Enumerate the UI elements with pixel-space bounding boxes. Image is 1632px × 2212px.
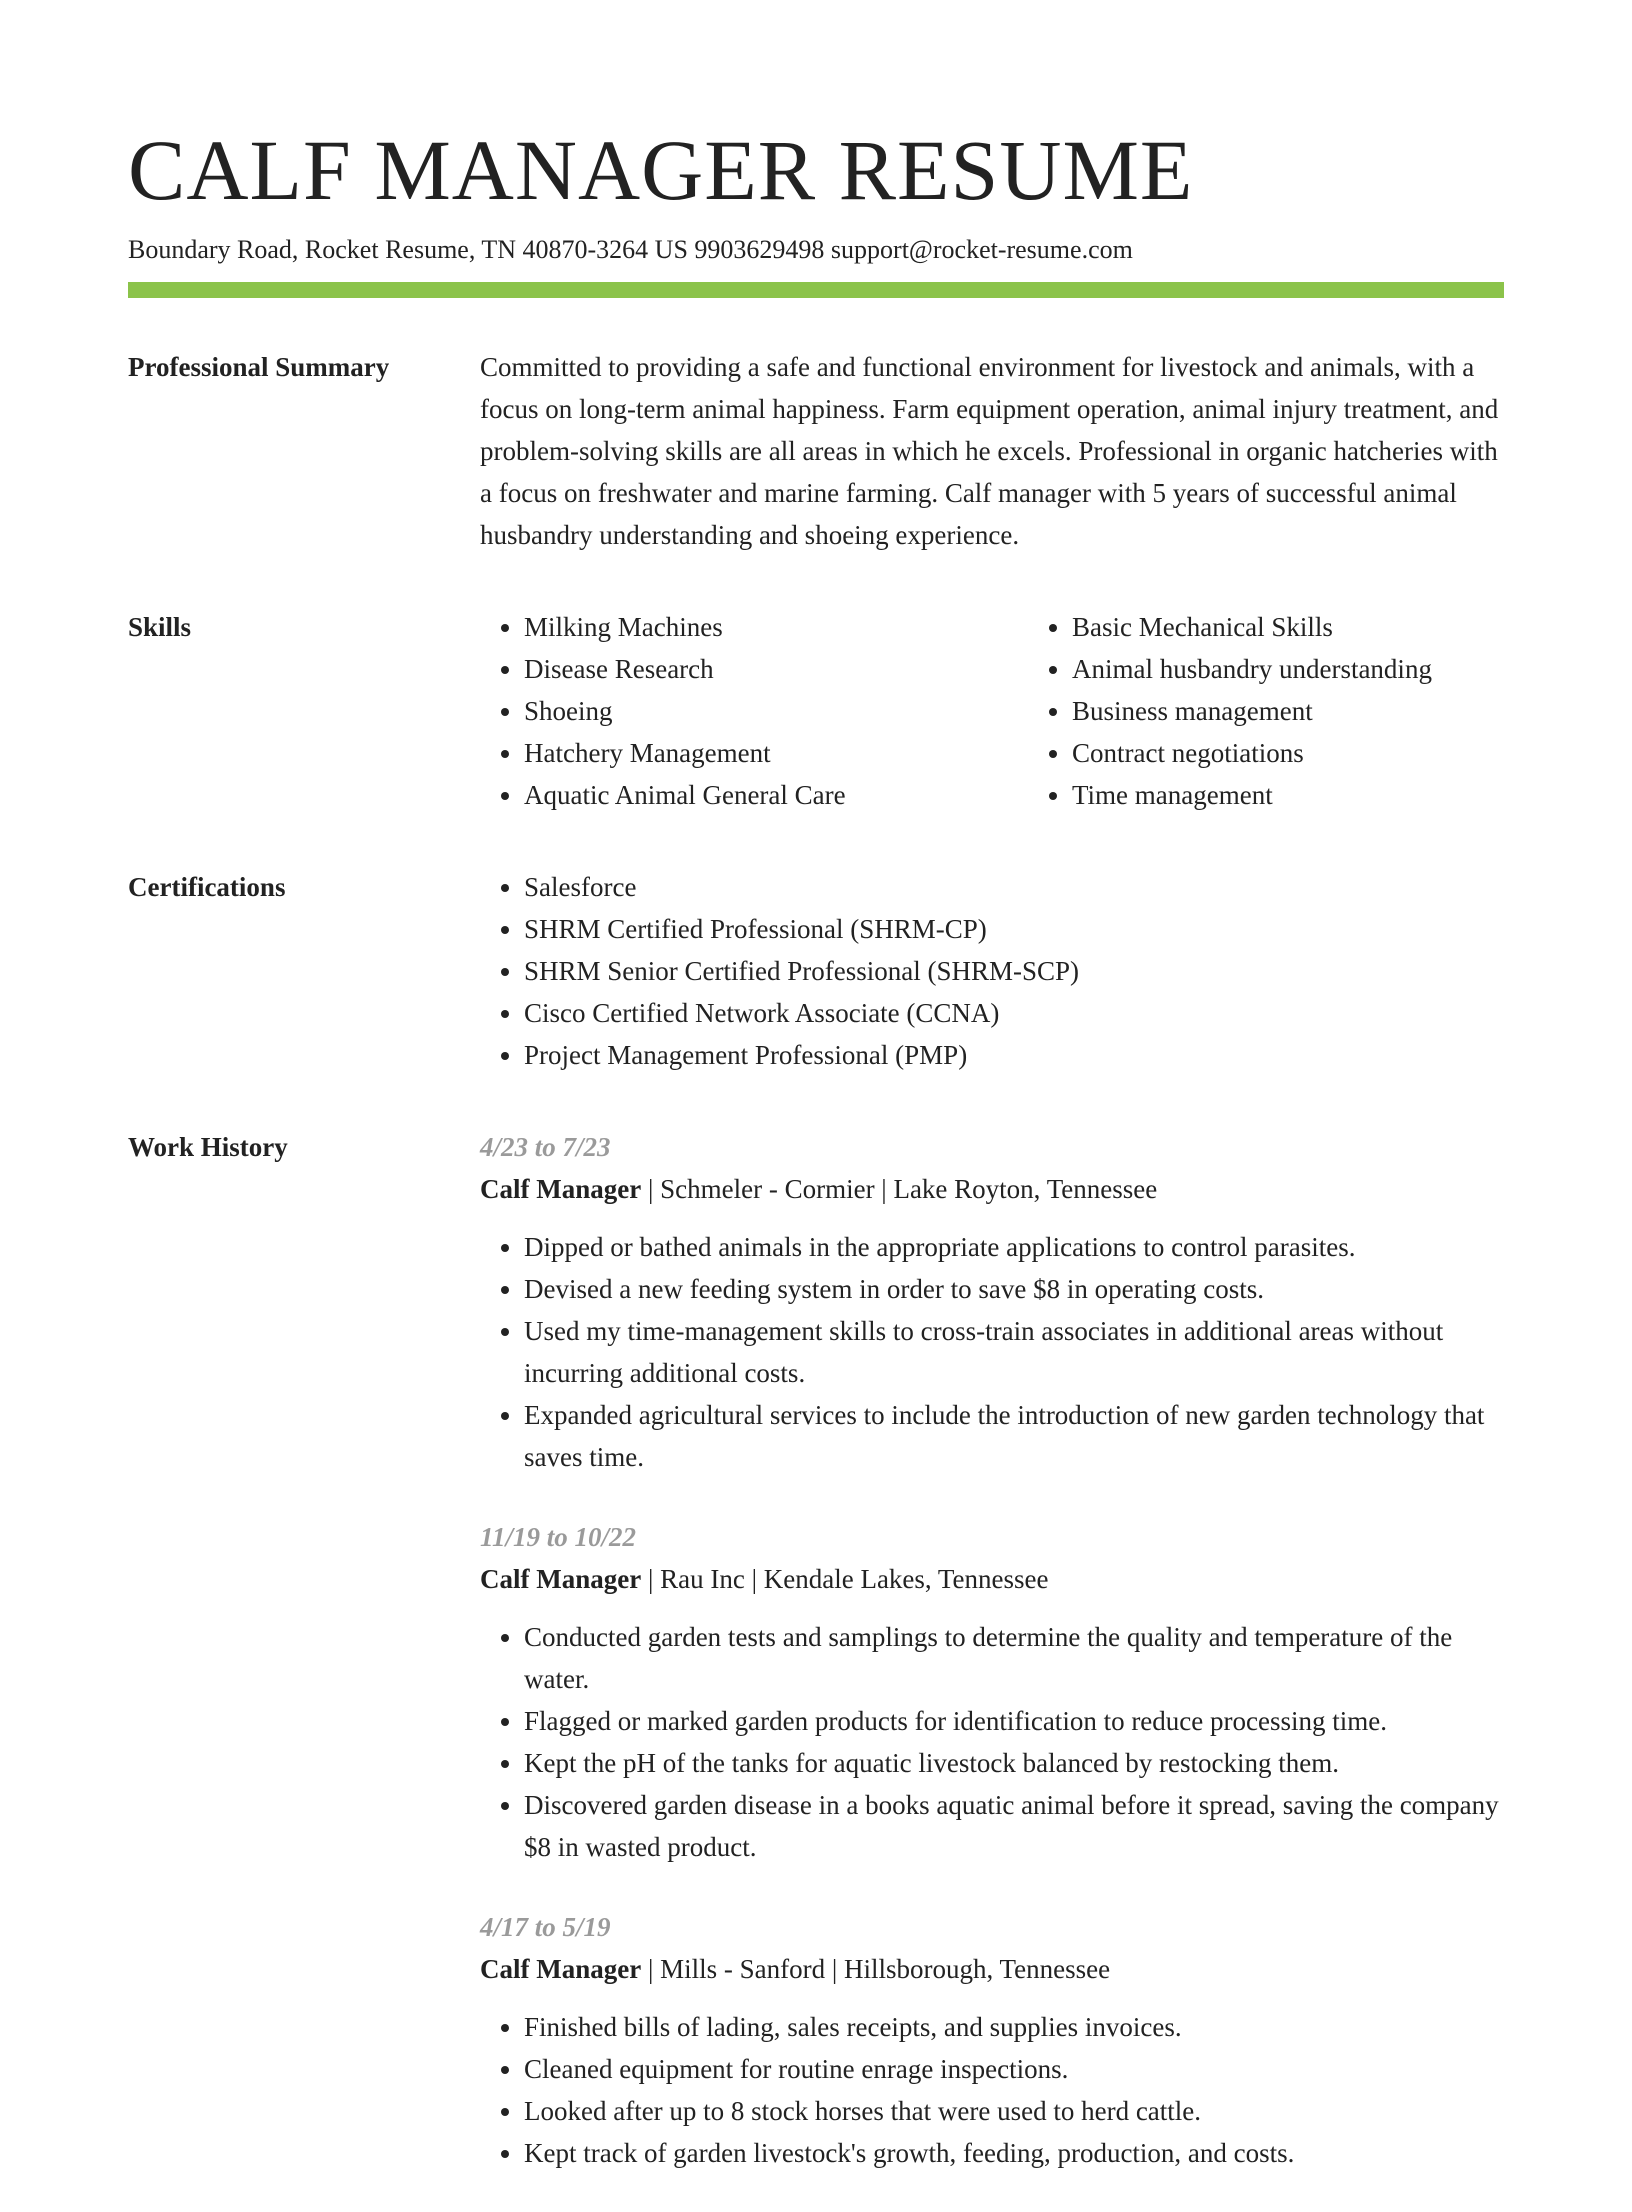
job-bullet: • Looked after up to 8 stock horses that were used to herd cattle. bbox=[524, 2090, 1504, 2132]
job-bullets bbox=[480, 1226, 1504, 1478]
certifications-label: Certifications bbox=[128, 872, 286, 902]
job-heading bbox=[480, 1558, 1504, 1600]
job-entry bbox=[480, 1126, 1504, 1478]
job-entry bbox=[480, 1516, 1504, 1868]
skill-item: • Animal husbandry understanding bbox=[1072, 648, 1576, 690]
certification-item: • SHRM Senior Certified Professional (SHRM-SCP) bbox=[524, 950, 1504, 992]
contact-line bbox=[128, 232, 1504, 268]
skill-item: • Shoeing bbox=[524, 690, 1028, 732]
job-bullet: • Flagged or marked garden products for identification to reduce processing time. bbox=[524, 1700, 1504, 1742]
skill-item: • Aquatic Animal General Care bbox=[524, 774, 1028, 816]
skill-item: • Time management bbox=[1072, 774, 1576, 816]
job-bullet: • Conducted garden tests and samplings to determine the quality and temperature of the water. bbox=[524, 1616, 1504, 1700]
certification-item: • Cisco Certified Network Associate (CCNA) bbox=[524, 992, 1504, 1034]
job-dates: 4/23 to 7/23 bbox=[480, 1132, 611, 1162]
job-details: | Mills - Sanford | Hillsborough, Tennessee bbox=[641, 1954, 1111, 1984]
resume-title: CALF MANAGER RESUME bbox=[128, 122, 1194, 218]
job-bullet: • Expanded agricultural services to include the introduction of new garden technology that saves time. bbox=[524, 1394, 1504, 1478]
work-history-section bbox=[128, 1126, 1504, 2212]
job-details: | Rau Inc | Kendale Lakes, Tennessee bbox=[641, 1564, 1049, 1594]
certification-item: • Project Management Professional (PMP) bbox=[524, 1034, 1504, 1076]
skills-list-left bbox=[480, 606, 1028, 816]
job-bullet: • Kept track of garden livestock's growth, feeding, production, and costs. bbox=[524, 2132, 1504, 2174]
contact-address: Boundary Road, Rocket Resume, TN 40870-3264 US bbox=[128, 235, 688, 264]
job-bullet: • Kept the pH of the tanks for aquatic livestock balanced by restocking them. bbox=[524, 1742, 1504, 1784]
job-details: | Schmeler - Cormier | Lake Royton, Tennessee bbox=[641, 1174, 1158, 1204]
job-bullet: • Discovered garden disease in a books aquatic animal before it spread, saving the company $8 in wasted product. bbox=[524, 1784, 1504, 1868]
job-heading bbox=[480, 1168, 1504, 1210]
skills-section bbox=[128, 606, 1504, 816]
job-bullet: • Finished bills of lading, sales receipts, and supplies invoices. bbox=[524, 2006, 1504, 2048]
header-divider bbox=[128, 282, 1504, 298]
job-title: Calf Manager bbox=[480, 1174, 642, 1204]
resume-page bbox=[128, 120, 1504, 2212]
summary-section bbox=[128, 346, 1504, 556]
job-bullet: • Devised a new feeding system in order to save $8 in operating costs. bbox=[524, 1268, 1504, 1310]
skill-item: • Business management bbox=[1072, 690, 1576, 732]
skill-item: • Disease Research bbox=[524, 648, 1028, 690]
job-entry bbox=[480, 1906, 1504, 2174]
job-bullet: • Cleaned equipment for routine enrage inspections. bbox=[524, 2048, 1504, 2090]
skill-item: • Hatchery Management bbox=[524, 732, 1028, 774]
contact-email: support@rocket-resume.com bbox=[830, 235, 1133, 264]
certifications-section bbox=[128, 866, 1504, 1076]
contact-phone: 9903629498 bbox=[694, 235, 825, 264]
job-bullets bbox=[480, 1616, 1504, 1868]
certification-item: • Salesforce bbox=[524, 866, 1504, 908]
job-dates: 11/19 to 10/22 bbox=[480, 1522, 637, 1552]
skill-item: • Milking Machines bbox=[524, 606, 1028, 648]
certifications-list bbox=[480, 866, 1504, 1076]
certification-item: • SHRM Certified Professional (SHRM-CP) bbox=[524, 908, 1504, 950]
job-heading bbox=[480, 1948, 1504, 1990]
job-bullet: • Used my time-management skills to cross-train associates in additional areas without incurring additional costs. bbox=[524, 1310, 1504, 1394]
skills-label: Skills bbox=[128, 612, 192, 642]
skill-item: • Contract negotiations bbox=[1072, 732, 1576, 774]
job-bullet: • Dipped or bathed animals in the appropriate applications to control parasites. bbox=[524, 1226, 1504, 1268]
skill-item: • Basic Mechanical Skills bbox=[1072, 606, 1576, 648]
skills-list-right bbox=[1028, 606, 1576, 816]
summary-text: Committed to providing a safe and functional environment for livestock and animals, with a focus on long-term animal happiness. Farm equipment operation, animal injury treatment, and problem-solving skills are all areas in which he excels. Professional in organic hatcheries with a focus on freshwater and marine farming. Calf manager with 5 years of successful animal husbandry understanding and shoeing experience. bbox=[480, 352, 1499, 550]
summary-label: Professional Summary bbox=[128, 352, 390, 382]
job-title: Calf Manager bbox=[480, 1564, 642, 1594]
job-title: Calf Manager bbox=[480, 1954, 642, 1984]
work-history-label: Work History bbox=[128, 1132, 288, 1162]
job-bullets bbox=[480, 2006, 1504, 2174]
job-dates: 4/17 to 5/19 bbox=[480, 1912, 611, 1942]
